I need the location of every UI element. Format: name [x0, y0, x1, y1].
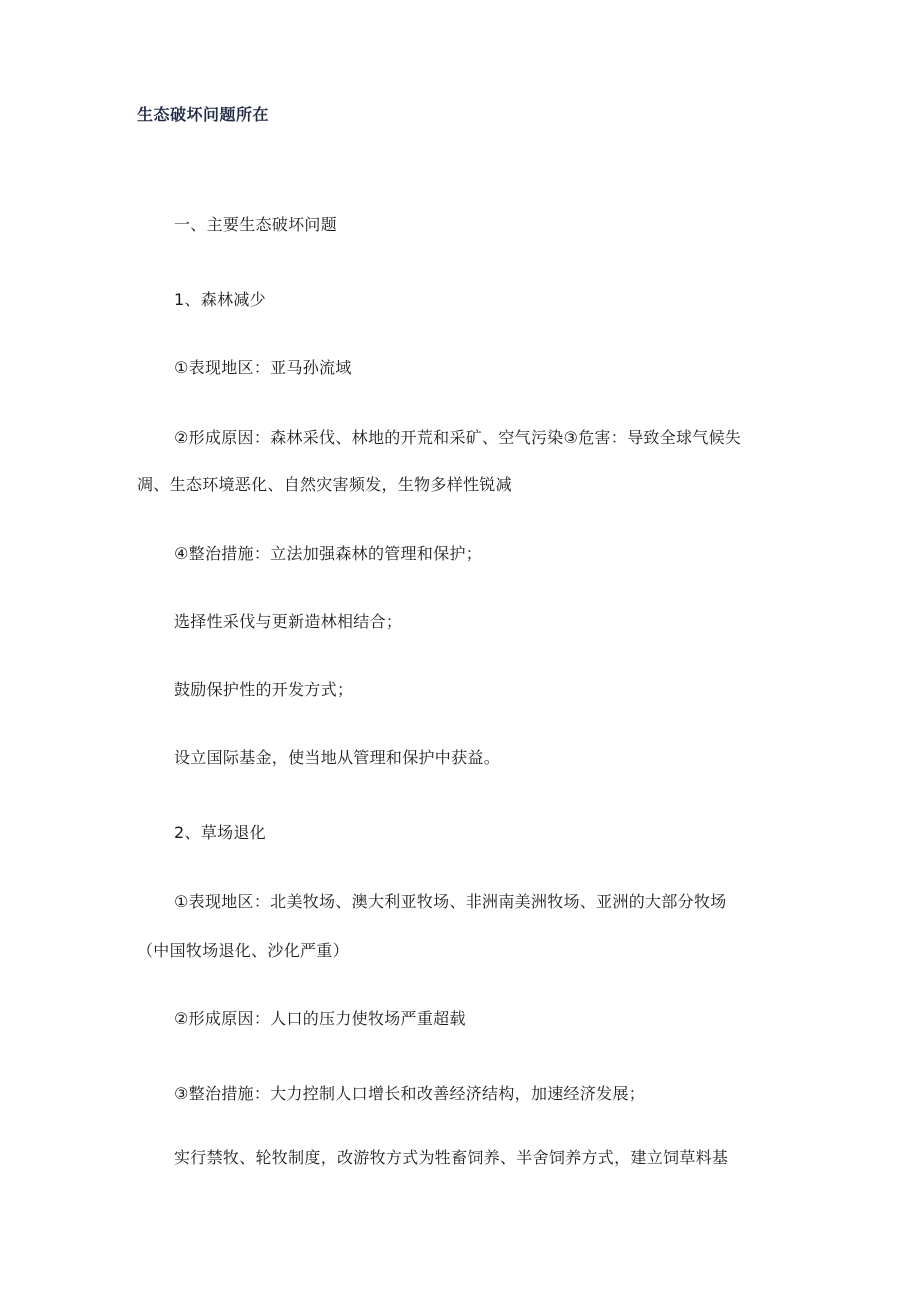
paragraph: ③整治措施：大力控制人口增长和改善经济结构，加速经济发展； — [174, 1084, 646, 1103]
paragraph: ④整治措施：立法加强森林的管理和保护； — [174, 544, 483, 563]
paragraph: 设立国际基金，使当地从管理和保护中获益。 — [174, 748, 501, 767]
paragraph: 鼓励保护性的开发方式； — [174, 680, 354, 699]
paragraph-continuation: （中国牧场退化、沙化严重） — [137, 941, 349, 960]
section-heading: 一、主要生态破坏问题 — [174, 215, 338, 234]
document-title: 生态破坏问题所在 — [137, 105, 270, 124]
paragraph-continuation: 凋、生态环境恶化、自然灾害频发，生物多样性锐减 — [137, 475, 512, 494]
paragraph: ①表现地区：北美牧场、澳大利亚牧场、非洲南美洲牧场、亚洲的大部分牧场 — [174, 892, 727, 911]
paragraph: ①表现地区：亚马孙流域 — [174, 358, 352, 377]
paragraph: 选择性采伐与更新造林相结合； — [174, 612, 403, 631]
subsection-heading: 1、森林减少 — [174, 290, 266, 309]
paragraph: 实行禁牧、轮牧制度，改游牧方式为牲畜饲养、半舍饲养方式，建立饲草料基 — [174, 1148, 729, 1167]
paragraph: ②形成原因：森林采伐、林地的开荒和采矿、空气污染③危害：导致全球气候失 — [174, 428, 742, 447]
subsection-heading: 2、草场退化 — [174, 823, 266, 842]
paragraph: ②形成原因：人口的压力使牧场严重超载 — [174, 1009, 466, 1028]
